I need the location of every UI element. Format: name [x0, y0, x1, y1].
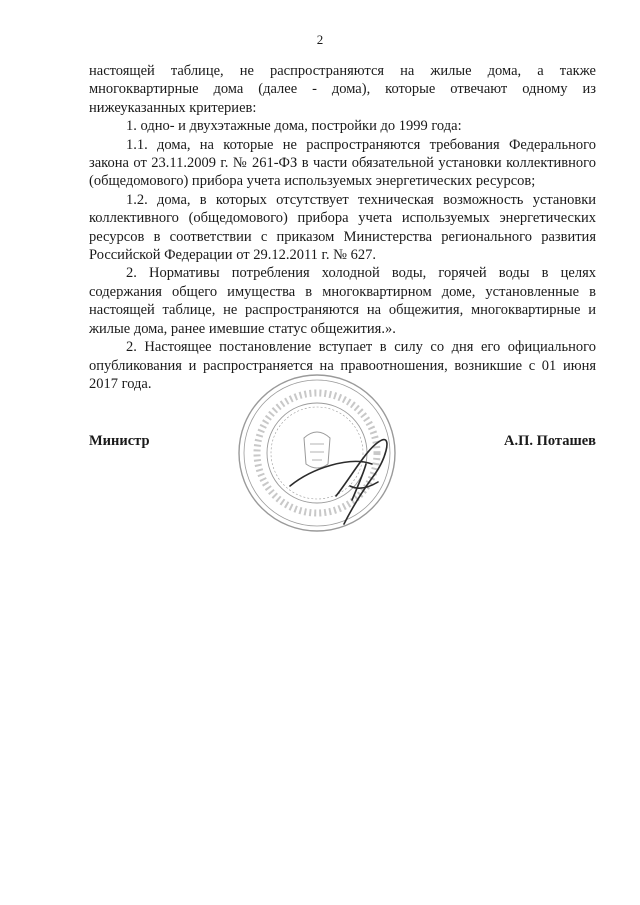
document-body: [89, 62, 596, 393]
paragraph-continuation: настоящей таблице, не распространяются на жилые дома, а также многоквартирные дома (далее - дома), которые отвечают одному из нижеуказанных критериев:: [89, 63, 596, 116]
criterion-1: 1. одно- и двухэтажные дома, постройки до 1999 года:: [126, 118, 462, 135]
signature-block: [89, 433, 596, 457]
criterion-1-2: 1.2. дома, в которых отсутствует техническая возможность установки коллективного (общедомового) прибора учета используемых энергетических ресурсов в соответствии с приказом Министерства регионального развития Российской Федерации от 29.12.2011 г. № 627.: [89, 191, 596, 264]
criterion-1-1: 1.1. дома, на которые не распространяются требования Федерального закона от 23.11.2009 г. № 261-ФЗ в части обязательной установки коллективного (общедомового) прибора учета используемых энергетических ресурсов;: [89, 136, 596, 190]
page-number: 2: [316, 32, 324, 47]
signer-name: А.П. Поташев: [503, 433, 596, 449]
signer-title: Министр: [89, 433, 150, 449]
clause-2-norms: 2. Нормативы потребления холодной воды, горячей воды в целях содержания общего имущества в многоквартирном доме, установленные в настоящей таблице, не распространяются на общежития, многоквартирные и жилые дома, ранее имевшие статус общежития.».: [89, 265, 596, 337]
clause-2-effective-date: 2. Настоящее постановление вступает в силу со дня его официального опубликования и распространяется на правоотношения, возникшие с 01 июня 2017 года.: [89, 339, 596, 392]
